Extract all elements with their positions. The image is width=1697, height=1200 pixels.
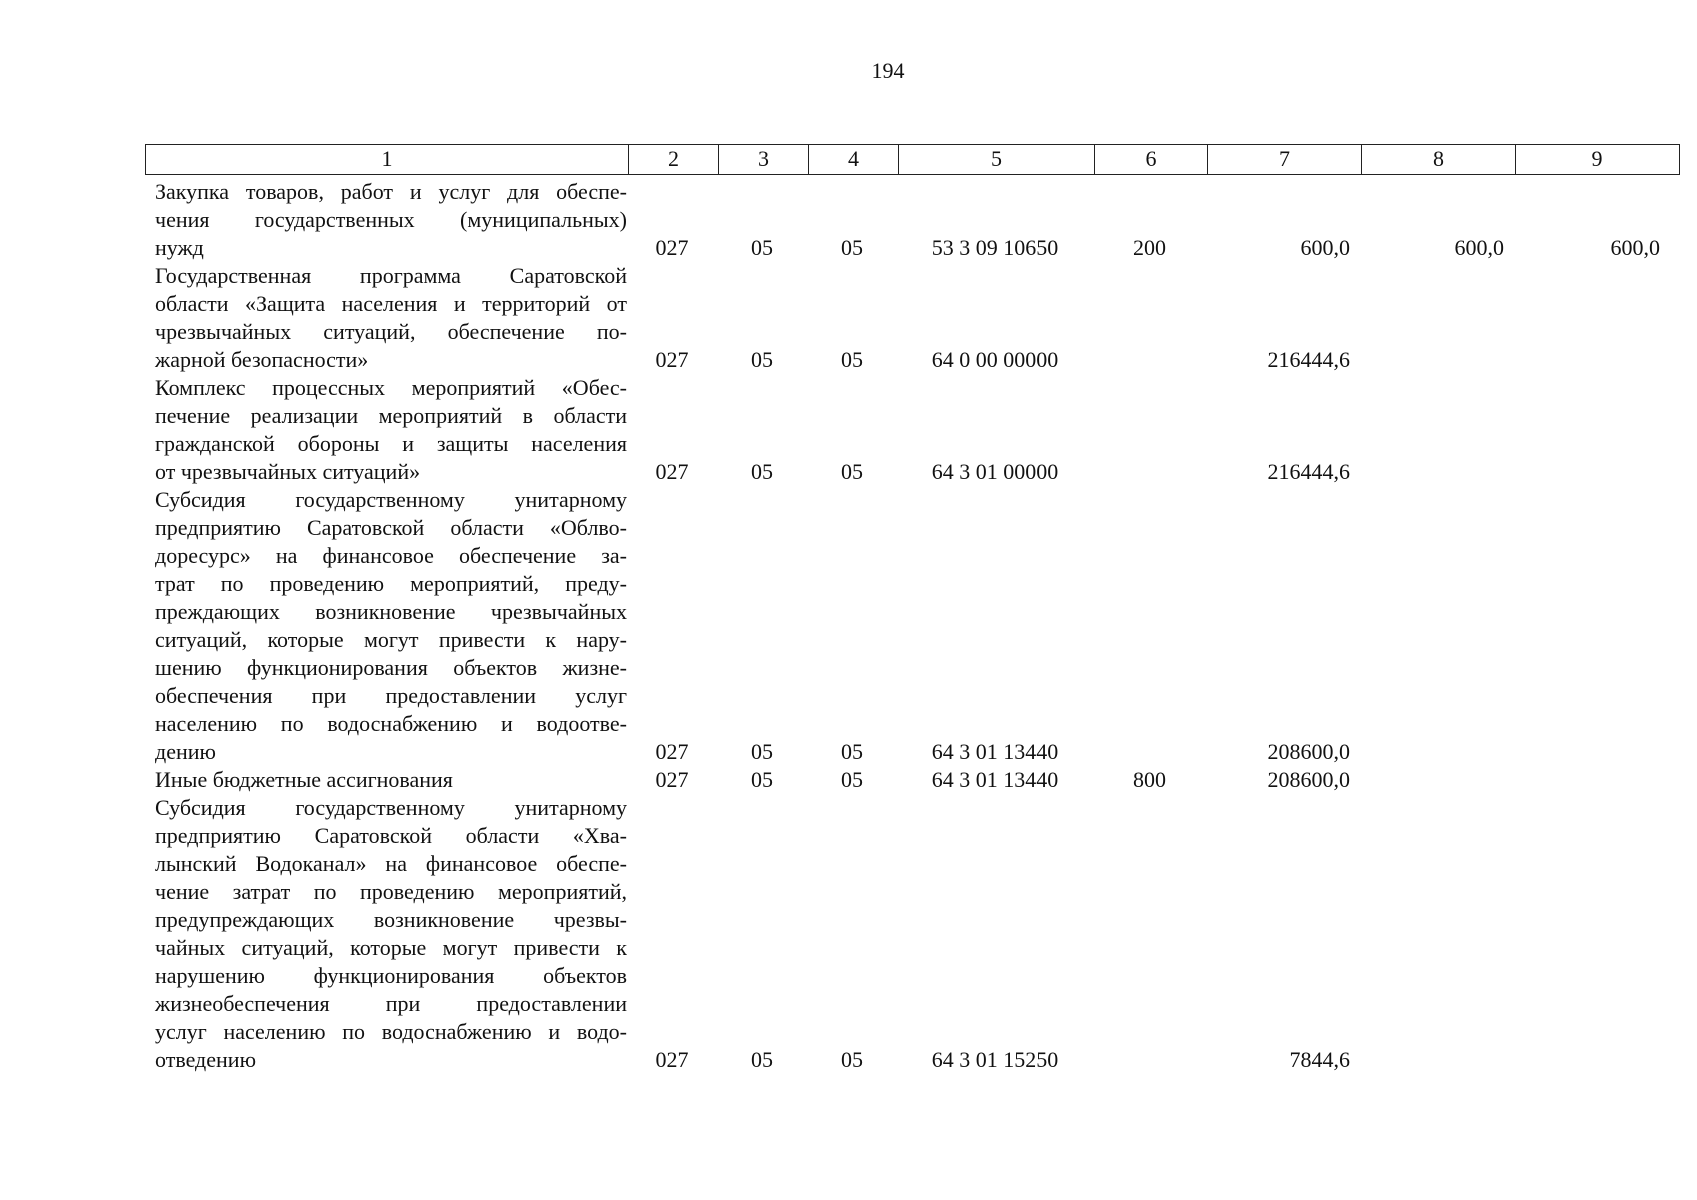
- cell-c5: 64 3 01 13440: [931, 767, 1059, 792]
- description-line: обеспечения при предоставлении услуг: [155, 683, 627, 708]
- description-line: ситуаций, которые могут привести к нару-: [155, 627, 627, 652]
- description-line: Субсидия государственному унитарному: [155, 795, 627, 820]
- cell-c5: 64 0 00 00000: [931, 347, 1059, 372]
- description-line: предприятию Саратовской области «Облво-: [155, 515, 627, 540]
- description-line: преждающих возникновение чрезвычайных: [155, 599, 627, 624]
- cell-c6: 200: [1133, 235, 1166, 260]
- row-description: [145, 794, 627, 1074]
- description-line: предприятию Саратовской области «Хва-: [155, 823, 627, 848]
- cell-c3: 05: [751, 739, 773, 764]
- table-row: [145, 178, 1680, 262]
- description-line: населению по водоснабжению и водоотве-: [155, 711, 627, 736]
- table-row: [145, 374, 1680, 486]
- cell-c3: 05: [751, 235, 773, 260]
- description-line: Закупка товаров, работ и услуг для обеспе-: [155, 179, 627, 204]
- description-line: нарушению функционирования объектов: [155, 963, 627, 988]
- cell-c2: 027: [655, 459, 689, 484]
- cell-c5: 64 3 01 15250: [931, 1047, 1059, 1072]
- description-line: дению: [155, 739, 216, 764]
- description-line: лынский Водоканал» на финансовое обеспе-: [155, 851, 627, 876]
- cell-c6: 800: [1133, 767, 1166, 792]
- header-cell-3: 3: [718, 145, 808, 174]
- cell-c4: 05: [841, 459, 863, 484]
- table-body: [145, 178, 1680, 1074]
- description-line: Комплекс процессных мероприятий «Обес-: [155, 375, 627, 400]
- description-line: Государственная программа Саратовской: [155, 263, 627, 288]
- description-line: предупреждающих возникновение чрезвы-: [155, 907, 627, 932]
- table-row: [145, 486, 1680, 766]
- cell-c3: 05: [751, 459, 773, 484]
- description-line: Иные бюджетные ассигнования: [155, 767, 453, 792]
- description-line: чайных ситуаций, которые могут привести к: [155, 935, 627, 960]
- cell-c7: 216444,6: [1267, 347, 1350, 372]
- page-number: 194: [871, 58, 905, 83]
- cell-c3: 05: [751, 347, 773, 372]
- cell-c3: 05: [751, 767, 773, 792]
- cell-c5: 53 3 09 10650: [931, 235, 1059, 260]
- cell-c4: 05: [841, 1047, 863, 1072]
- description-line: нужд: [155, 235, 204, 260]
- description-line: чрезвычайных ситуаций, обеспечение по-: [155, 319, 627, 344]
- description-line: чение затрат по проведению мероприятий,: [155, 879, 627, 904]
- cell-c7: 600,0: [1300, 235, 1350, 260]
- cell-c2: 027: [655, 767, 689, 792]
- table-row: [145, 794, 1680, 1074]
- header-cell-4: 4: [808, 145, 898, 174]
- cell-c3: 05: [751, 1047, 773, 1072]
- description-line: доресурс» на финансовое обеспечение за-: [155, 543, 627, 568]
- description-line: области «Защита населения и территорий от: [155, 291, 627, 316]
- cell-c2: 027: [655, 235, 689, 260]
- row-description: [145, 262, 627, 374]
- description-line: гражданской обороны и защиты населения: [155, 431, 627, 456]
- description-line: жизнеобеспечения при предоставлении: [155, 991, 627, 1016]
- cell-c7: 7844,6: [1289, 1047, 1350, 1072]
- cell-c4: 05: [841, 235, 863, 260]
- header-cell-6: 6: [1094, 145, 1207, 174]
- description-line: печение реализации мероприятий в области: [155, 403, 627, 428]
- cell-c4: 05: [841, 347, 863, 372]
- description-line: чения государственных (муниципальных): [155, 207, 627, 232]
- cell-c8: 600,0: [1454, 235, 1504, 260]
- header-cell-5: 5: [898, 145, 1094, 174]
- table-row: [145, 766, 1680, 794]
- description-line: отведению: [155, 1047, 256, 1072]
- cell-c7: 208600,0: [1267, 767, 1350, 792]
- cell-c5: 64 3 01 13440: [931, 739, 1059, 764]
- row-description: [145, 486, 627, 766]
- header-cell-7: 7: [1207, 145, 1361, 174]
- cell-c2: 027: [655, 347, 689, 372]
- table-header: [145, 144, 1680, 175]
- cell-c9: 600,0: [1610, 235, 1660, 260]
- cell-c4: 05: [841, 739, 863, 764]
- cell-c4: 05: [841, 767, 863, 792]
- cell-c2: 027: [655, 739, 689, 764]
- header-cell-9: 9: [1515, 145, 1678, 174]
- row-description: [145, 374, 627, 486]
- description-line: Субсидия государственному унитарному: [155, 487, 627, 512]
- description-line: от чрезвычайных ситуаций»: [155, 459, 421, 484]
- description-line: услуг населению по водоснабжению и водо-: [155, 1019, 627, 1044]
- description-line: жарной безопасности»: [155, 347, 369, 372]
- header-cell-8: 8: [1361, 145, 1515, 174]
- cell-c5: 64 3 01 00000: [931, 459, 1059, 484]
- row-description: [145, 766, 627, 794]
- row-description: [145, 178, 627, 262]
- description-line: трат по проведению мероприятий, преду-: [155, 571, 627, 596]
- cell-c7: 208600,0: [1267, 739, 1350, 764]
- description-line: шению функционирования объектов жизне-: [155, 655, 627, 680]
- cell-c7: 216444,6: [1267, 459, 1350, 484]
- cell-c2: 027: [655, 1047, 689, 1072]
- table-row: [145, 262, 1680, 374]
- header-cell-1: 1: [381, 146, 393, 171]
- header-cell-2: 2: [628, 145, 718, 174]
